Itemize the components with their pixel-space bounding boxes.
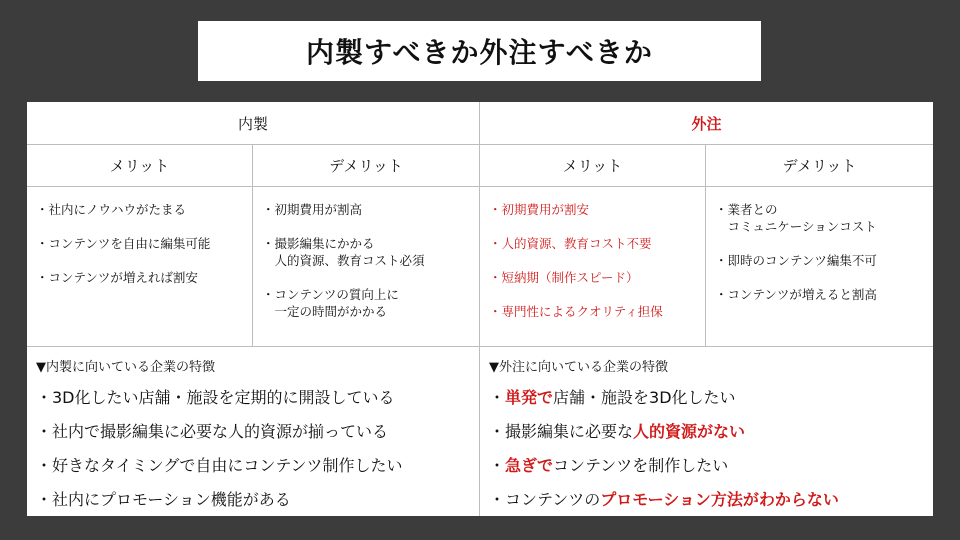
item-text: ・コンテンツの [489,490,601,509]
outsource-merit-header: メリット [480,145,706,187]
list-item: ・初期費用が割高 [262,202,363,217]
outsource-merit-list [480,187,705,320]
list-item: ・社内で撮影編集に必要な人的資源が揃っている [36,422,389,441]
comparison-table [27,102,933,516]
list-item: ・コンテンツの質向上に 一定の時間がかかる [262,287,399,319]
outsource-header: 外注 [480,102,933,145]
outsource-demerit-cell [706,187,933,347]
inhouse-demerit-list [253,187,479,320]
item-text: ・ [489,388,506,407]
list-item: ・3D化したい店舗・施設を定期的に開設している [36,388,395,407]
list-item [489,449,933,483]
list-item: ・社内にノウハウがたまる [36,202,187,217]
list-item: ・即時のコンテンツ編集不可 [715,253,877,268]
outsource-fit-cell [480,347,933,516]
highlight-text: 単発で [505,388,554,407]
list-item: ・コンテンツが増えると割高 [715,287,877,302]
list-item: ・撮影編集にかかる 人的資源、教育コスト必須 [262,236,425,268]
list-item [489,483,933,517]
list-item: ・初期費用が割安 [489,202,590,217]
outsource-fit-heading: ▼外注に向いている企業の特徴 [489,360,668,375]
list-item: ・コンテンツを自由に編集可能 [36,236,211,251]
inhouse-header: 内製 [27,102,480,145]
inhouse-merit-header: メリット [27,145,253,187]
highlight-text: 人的資源がない [633,422,746,441]
list-item: ・好きなタイミングで自由にコンテンツ制作したい [36,456,403,475]
inhouse-merit-cell [27,187,253,347]
list-item: ・業者との コミュニケーションコスト [715,202,877,234]
inhouse-demerit-cell [253,187,480,347]
item-text: ・ [489,456,506,475]
highlight-text: プロモーション方法がわからない [600,490,839,509]
outsource-fit-list [489,381,933,517]
list-item: ・短納期（制作スピード） [489,270,639,285]
list-item: ・専門性によるクオリティ担保 [489,304,663,319]
page-title: 内製すべきか外注すべきか [198,21,761,81]
list-item: ・人的資源、教育コスト不要 [489,236,652,251]
inhouse-fit-cell [27,347,480,516]
item-text: ・撮影編集に必要な [489,422,634,441]
inhouse-fit-list [36,381,479,517]
outsource-demerit-list [706,187,933,303]
item-text: コンテンツを制作したい [553,456,729,475]
outsource-merit-cell [480,187,706,347]
list-item [489,381,933,415]
inhouse-demerit-header: デメリット [253,145,480,187]
inhouse-fit-heading: ▼内製に向いている企業の特徴 [36,360,215,375]
item-text: 店舗・施設を3D化したい [553,388,736,407]
list-item: ・コンテンツが増えれば割安 [36,270,198,285]
outsource-demerit-header: デメリット [706,145,933,187]
inhouse-merit-list [27,187,252,286]
highlight-text: 急ぎで [505,456,554,475]
list-item [489,415,933,449]
list-item: ・社内にプロモーション機能がある [36,490,291,509]
